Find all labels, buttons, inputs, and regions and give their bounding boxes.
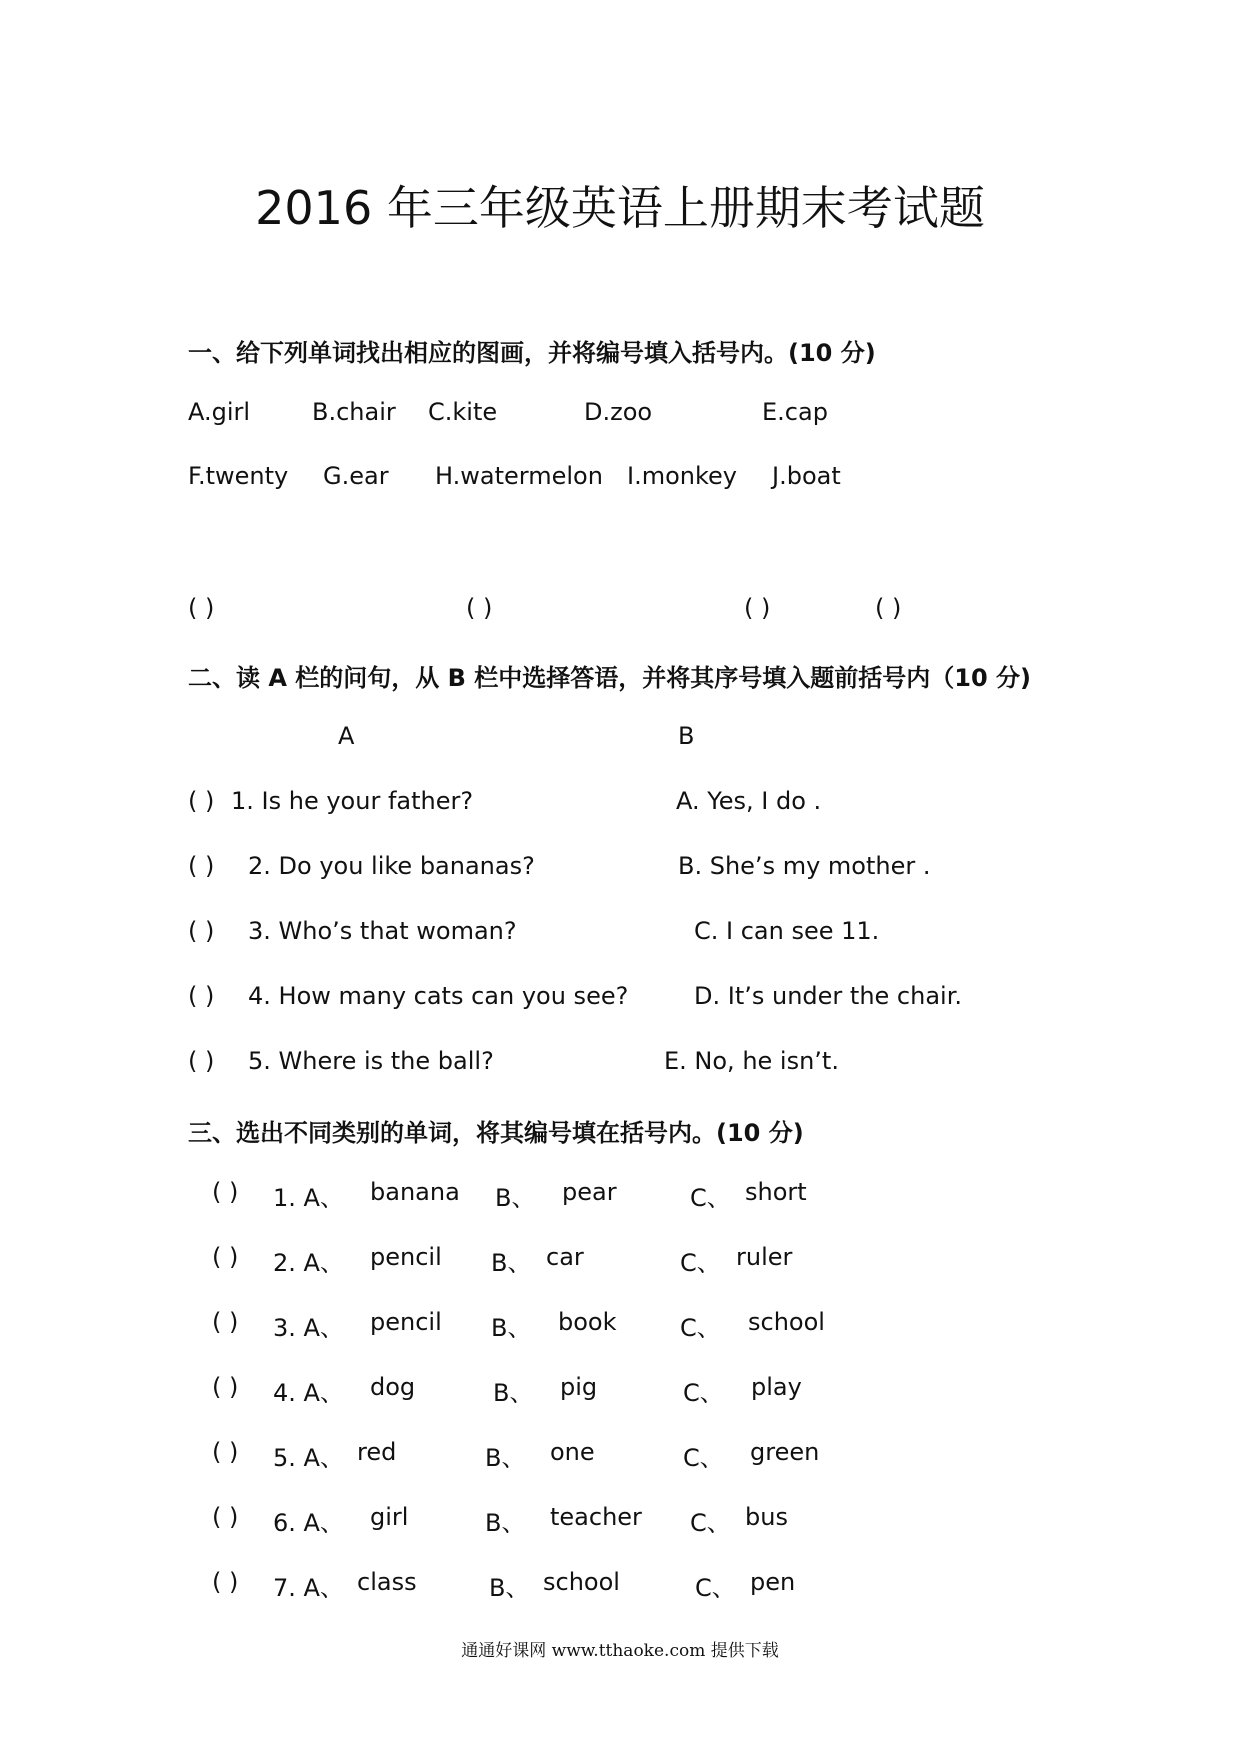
word-option: E.cap bbox=[762, 398, 828, 426]
column-a-header: A bbox=[338, 722, 355, 750]
option-c-label: C、 bbox=[695, 1574, 736, 1602]
option-a: dog bbox=[370, 1373, 416, 1401]
option-b-label: B、 bbox=[485, 1444, 526, 1472]
word-option: H.watermelon bbox=[435, 462, 603, 490]
answer-blank[interactable]: ( ) bbox=[212, 1503, 239, 1531]
option-c: short bbox=[745, 1178, 807, 1206]
option-c: play bbox=[751, 1373, 802, 1401]
option-c: green bbox=[750, 1438, 820, 1466]
item-number: 6. A、 bbox=[273, 1509, 344, 1537]
option-b-label: B、 bbox=[491, 1314, 532, 1342]
answer-blank[interactable]: ( ) bbox=[212, 1308, 239, 1336]
item-number: 2. A、 bbox=[273, 1249, 344, 1277]
answer-option: A. Yes, I do . bbox=[676, 787, 822, 815]
answer-blank[interactable]: ( ) bbox=[744, 594, 771, 622]
question-text: 1. Is he your father? bbox=[231, 787, 474, 815]
option-c: ruler bbox=[736, 1243, 793, 1271]
option-c: pen bbox=[750, 1568, 796, 1596]
word-option: C.kite bbox=[428, 398, 498, 426]
option-c-label: C、 bbox=[683, 1379, 724, 1407]
option-a: class bbox=[357, 1568, 417, 1596]
page-footer: 通通好课网 www.tthaoke.com 提供下载 bbox=[461, 1641, 779, 1661]
option-b: school bbox=[543, 1568, 620, 1596]
answer-blank[interactable]: ( ) bbox=[212, 1243, 239, 1271]
option-b: pear bbox=[562, 1178, 617, 1206]
answer-blank[interactable]: ( ) bbox=[188, 594, 215, 622]
option-b-label: B、 bbox=[489, 1574, 530, 1602]
item-number: 1. A、 bbox=[273, 1184, 344, 1212]
section-2-heading: 二、读 A 栏的问句，从 B 栏中选择答语，并将其序号填入题前括号内（10 分) bbox=[188, 664, 1032, 692]
answer-blank[interactable]: ( ) bbox=[188, 852, 215, 880]
option-b: teacher bbox=[550, 1503, 642, 1531]
answer-blank[interactable]: ( ) bbox=[188, 917, 215, 945]
question-text: 2. Do you like bananas? bbox=[248, 852, 535, 880]
word-option: I.monkey bbox=[627, 462, 737, 490]
answer-option: B. She’s my mother . bbox=[678, 852, 931, 880]
item-number: 4. A、 bbox=[273, 1379, 344, 1407]
option-a: red bbox=[357, 1438, 397, 1466]
answer-blank[interactable]: ( ) bbox=[466, 594, 493, 622]
item-number: 7. A、 bbox=[273, 1574, 344, 1602]
answer-blank[interactable]: ( ) bbox=[188, 787, 215, 815]
option-b: car bbox=[546, 1243, 584, 1271]
option-b-label: B、 bbox=[493, 1379, 534, 1407]
answer-option: C. I can see 11. bbox=[694, 917, 880, 945]
option-c-label: C、 bbox=[680, 1314, 721, 1342]
page-title: 2016 年三年级英语上册期末考试题 bbox=[255, 181, 985, 235]
option-c-label: C、 bbox=[683, 1444, 724, 1472]
option-a: pencil bbox=[370, 1243, 442, 1271]
question-text: 5. Where is the ball? bbox=[248, 1047, 494, 1075]
section-1-heading: 一、给下列单词找出相应的图画，并将编号填入括号内。(10 分) bbox=[188, 339, 876, 367]
word-option: A.girl bbox=[188, 398, 251, 426]
option-c-label: C、 bbox=[690, 1184, 731, 1212]
option-b-label: B、 bbox=[485, 1509, 526, 1537]
answer-blank[interactable]: ( ) bbox=[212, 1178, 239, 1206]
option-b-label: B、 bbox=[491, 1249, 532, 1277]
option-c-label: C、 bbox=[680, 1249, 721, 1277]
question-text: 3. Who’s that woman? bbox=[248, 917, 517, 945]
word-option: J.boat bbox=[772, 462, 841, 490]
option-b: book bbox=[558, 1308, 617, 1336]
word-option: G.ear bbox=[323, 462, 389, 490]
option-a: banana bbox=[370, 1178, 460, 1206]
answer-blank[interactable]: ( ) bbox=[188, 982, 215, 1010]
answer-blank[interactable]: ( ) bbox=[212, 1438, 239, 1466]
option-c-label: C、 bbox=[690, 1509, 731, 1537]
answer-blank[interactable]: ( ) bbox=[188, 1047, 215, 1075]
item-number: 5. A、 bbox=[273, 1444, 344, 1472]
option-b-label: B、 bbox=[495, 1184, 536, 1212]
answer-blank[interactable]: ( ) bbox=[212, 1373, 239, 1401]
answer-blank[interactable]: ( ) bbox=[875, 594, 902, 622]
answer-option: D. It’s under the chair. bbox=[694, 982, 962, 1010]
column-b-header: B bbox=[678, 722, 695, 750]
word-option: D.zoo bbox=[584, 398, 653, 426]
answer-blank[interactable]: ( ) bbox=[212, 1568, 239, 1596]
word-option: B.chair bbox=[312, 398, 396, 426]
option-b: pig bbox=[560, 1373, 598, 1401]
answer-option: E. No, he isn’t. bbox=[664, 1047, 839, 1075]
word-option: F.twenty bbox=[188, 462, 289, 490]
option-a: girl bbox=[370, 1503, 409, 1531]
option-c: bus bbox=[745, 1503, 788, 1531]
question-text: 4. How many cats can you see? bbox=[248, 982, 629, 1010]
section-3-heading: 三、选出不同类别的单词，将其编号填在括号内。(10 分) bbox=[188, 1119, 804, 1147]
item-number: 3. A、 bbox=[273, 1314, 344, 1342]
option-b: one bbox=[550, 1438, 595, 1466]
option-a: pencil bbox=[370, 1308, 442, 1336]
option-c: school bbox=[748, 1308, 825, 1336]
